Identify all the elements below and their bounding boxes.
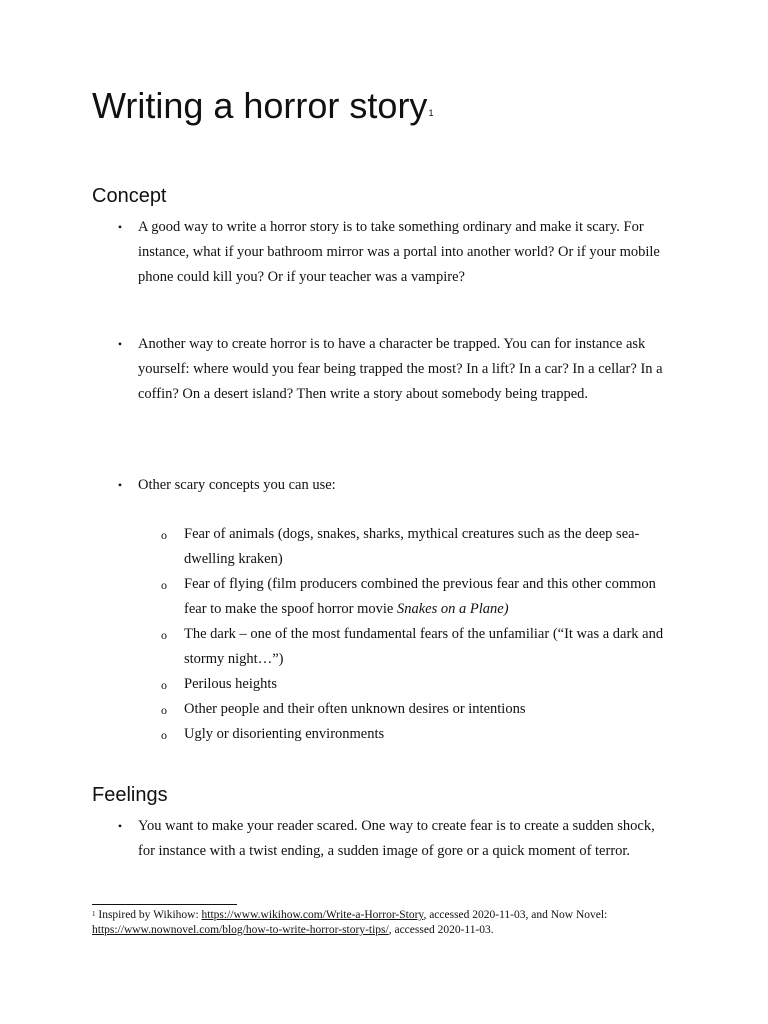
sub-list-item-people — [0, 697, 768, 722]
sub-bullet-marker: o — [161, 578, 167, 592]
sub-list-item-text: Perilous heights — [184, 676, 278, 692]
title-footnote-reference[interactable]: 1 — [428, 108, 434, 118]
sub-list-item-text: Other people and their often unknown desires or intentions — [184, 701, 526, 717]
page-title — [92, 84, 433, 137]
footnote-separator — [92, 904, 237, 905]
sub-list-item-text: Ugly or disorienting environments — [184, 726, 385, 742]
footnote — [92, 908, 672, 938]
bullet-marker: • — [117, 478, 123, 492]
list-item-text: A good way to write a horror story is to take something ordinary and make it scary. For instance, what if your bathroom mirror was a portal into another world? Or if your mobile phone could kill you? Or if your teacher was a vampire? — [138, 219, 660, 285]
footnote-text: Inspired by Wikihow: — [95, 909, 202, 921]
sub-bullet-marker: o — [161, 528, 167, 542]
sub-bullet-marker: o — [161, 703, 167, 717]
sub-list-item-text: Fear of animals (dogs, snakes, sharks, mythical creatures such as the deep sea-dwelling kraken) — [184, 526, 640, 567]
list-item — [0, 473, 768, 498]
list-item-text: Other scary concepts you can use: — [138, 477, 336, 493]
sub-bullet-marker: o — [161, 628, 167, 642]
footnote-number: 1 — [92, 910, 96, 918]
list-item — [0, 215, 768, 290]
sub-list-item-animals — [0, 522, 768, 572]
section-heading-concept: Concept — [92, 185, 167, 207]
sub-list-item-flying — [0, 572, 768, 622]
list-item-text: Another way to create horror is to have a character be trapped. You can for instance ask yourself: where would you fear being trapped the most? In a lift? In a car? In a cellar? In a coffin? On a desert island? Then write a story about somebody being trapped. — [138, 336, 663, 402]
footnote-link-nownovel[interactable]: https://www.nownovel.com/blog/how-to-write-horror-story-tips/ — [92, 924, 389, 936]
page-title-text: Writing a horror story — [92, 85, 428, 126]
footnote-text: , accessed 2020-11-03, and Now Novel: — [423, 909, 608, 921]
sub-list-item-text: The dark – one of the most fundamental fears of the unfamiliar (“It was a dark and stormy night…”) — [184, 626, 664, 667]
sub-list-item-text-plain: Fear of flying (film producers combined the previous fear and this other common fear to make the spoof horror movie — [184, 576, 656, 617]
bullet-marker: • — [117, 337, 123, 351]
sub-bullet-marker: o — [161, 678, 167, 692]
sub-list-item-heights — [0, 672, 768, 697]
sub-list-item-text — [184, 572, 674, 622]
movie-title-italic: Snakes on a Plane) — [397, 601, 509, 617]
section-heading-feelings: Feelings — [92, 784, 168, 806]
bullet-marker: • — [117, 220, 123, 234]
sub-bullet-marker: o — [161, 728, 167, 742]
sub-list-item-environments — [0, 722, 768, 747]
bullet-marker: • — [117, 819, 123, 833]
list-item-text: You want to make your reader scared. One way to create fear is to create a sudden shock, for instance with a twist ending, a sudden image of gore or a quick moment of terror. — [138, 818, 655, 859]
list-item — [0, 332, 768, 432]
footnote-text: , accessed 2020-11-03. — [388, 924, 494, 936]
footnote-link-wikihow[interactable]: https://www.wikihow.com/Write-a-Horror-Story — [201, 909, 424, 921]
list-item — [0, 814, 768, 889]
sub-list-item-dark — [0, 622, 768, 672]
